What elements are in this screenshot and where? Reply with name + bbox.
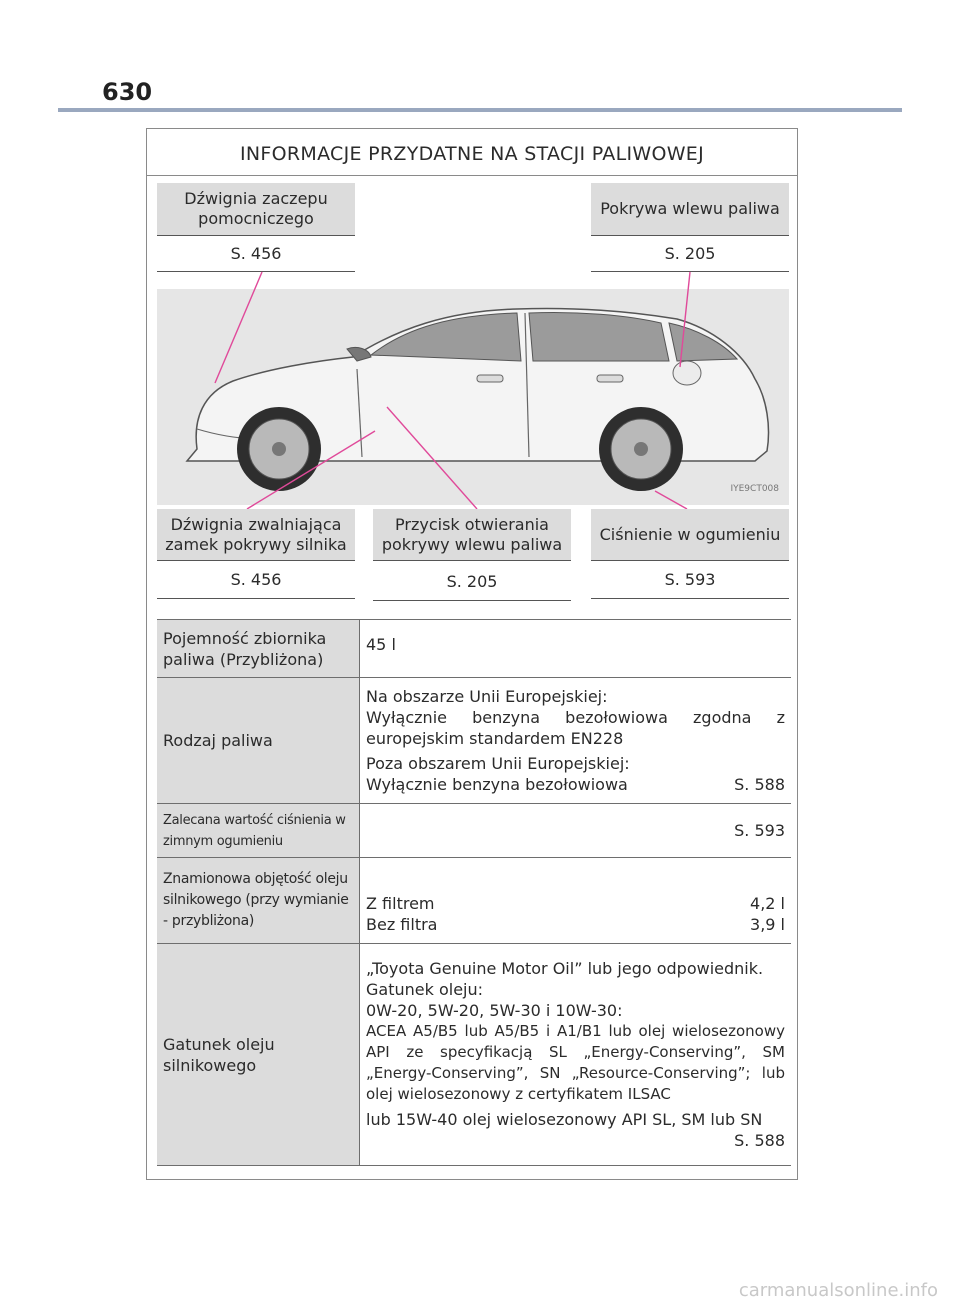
eu-heading: Na obszarze Unii Europejskiej: bbox=[366, 687, 608, 706]
watermark: carmanualsonline.info bbox=[738, 1280, 938, 1301]
fuel-info-frame bbox=[146, 128, 798, 1180]
callout-label: Pokrywa wlewu paliwa bbox=[600, 199, 780, 218]
non-eu-text: Wyłącznie benzyna bezołowiowa bbox=[366, 775, 628, 794]
eu-text: Wyłącznie benzyna bezołowiowa zgodna z europejskim standardem EN228 bbox=[366, 708, 785, 748]
non-eu-heading: Poza obszarem Unii Europejskiej: bbox=[366, 754, 630, 773]
without-filter-label: Bez filtra bbox=[366, 915, 438, 934]
oil-capacity-value bbox=[360, 858, 792, 944]
capacity-value: 45 l bbox=[360, 620, 792, 678]
callout-label: Dźwignia zwalniająca zamek pokrywy silnika bbox=[165, 514, 347, 554]
section-title: INFORMACJE PRZYDATNE NA STACJI PALIWOWEJ bbox=[239, 143, 705, 165]
table-row bbox=[157, 858, 791, 944]
header-rule bbox=[58, 108, 902, 112]
figure-code: IYE9CT008 bbox=[730, 484, 779, 494]
oil-line-4: ACEA A5/B5 lub A5/B5 i A1/B1 lub olej wielosezonowy API ze specyfikacją SL „Energy-Conserving”, SM „Energy-Conserving”, SN „Resource-Conserving”; lub olej wielosezonowy z certyfikatem ILSAC bbox=[366, 1022, 785, 1103]
tire-pressure-ref[interactable]: S. 593 bbox=[360, 804, 792, 858]
page-number: 630 bbox=[102, 78, 153, 106]
with-filter-row bbox=[366, 893, 785, 914]
without-filter-value: 3,9 l bbox=[750, 915, 785, 934]
callout-label: Dźwignia zaczepu pomocniczego bbox=[184, 189, 328, 228]
callout-label: Ciśnienie w ogumieniu bbox=[599, 524, 781, 544]
oil-line-2: Gatunek oleju: bbox=[366, 980, 484, 999]
callout-ref-fuel-door[interactable]: S. 205 bbox=[591, 243, 789, 272]
non-eu-row bbox=[366, 774, 785, 795]
callout-ref-hood-release[interactable]: S. 456 bbox=[157, 569, 355, 599]
oil-line-3: 0W-20, 5W-20, 5W-30 i 10W-30: bbox=[366, 1001, 623, 1020]
callout-ref-fuel-door-button[interactable]: S. 205 bbox=[373, 571, 571, 601]
with-filter-value: 4,2 l bbox=[750, 894, 785, 913]
fuel-ref[interactable]: S. 588 bbox=[734, 775, 785, 794]
fuel-type-value bbox=[360, 678, 792, 804]
table-row bbox=[157, 678, 791, 804]
callout-hood-release bbox=[157, 509, 355, 561]
tire-pressure-label: Zalecana wartość ciśnienia w zimnym ogumieniu bbox=[157, 804, 360, 858]
callout-label: Przycisk otwierania pokrywy wlewu paliwa bbox=[381, 514, 563, 554]
oil-grade-value bbox=[360, 944, 792, 1166]
fuel-type-label: Rodzaj paliwa bbox=[157, 678, 360, 804]
without-filter-row bbox=[366, 914, 785, 935]
fuel-spec-table bbox=[157, 619, 791, 1166]
capacity-label: Pojemność zbiornika paliwa (Przybliżona) bbox=[157, 620, 360, 678]
table-row bbox=[157, 620, 791, 678]
table-row bbox=[157, 944, 791, 1166]
oil-grade-label: Gatunek oleju silnikowego bbox=[157, 944, 360, 1166]
oil-grade-ref[interactable]: S. 588 bbox=[734, 1131, 785, 1150]
oil-line-5: lub 15W-40 olej wielosezonowy API SL, SM lub SN bbox=[366, 1110, 763, 1129]
table-row bbox=[157, 804, 791, 858]
with-filter-label: Z filtrem bbox=[366, 894, 435, 913]
callout-ref-auxiliary-catch[interactable]: S. 456 bbox=[157, 243, 355, 272]
oil-capacity-label: Znamionowa objętość oleju silnikowego (przy wymianie - przybliżona) bbox=[157, 858, 360, 944]
callout-tire-pressure bbox=[591, 509, 789, 561]
oil-line-1: „Toyota Genuine Motor Oil” lub jego odpowiednik. bbox=[366, 959, 764, 978]
callout-ref-tire-pressure[interactable]: S. 593 bbox=[591, 569, 789, 599]
callout-fuel-door-button bbox=[373, 509, 571, 561]
